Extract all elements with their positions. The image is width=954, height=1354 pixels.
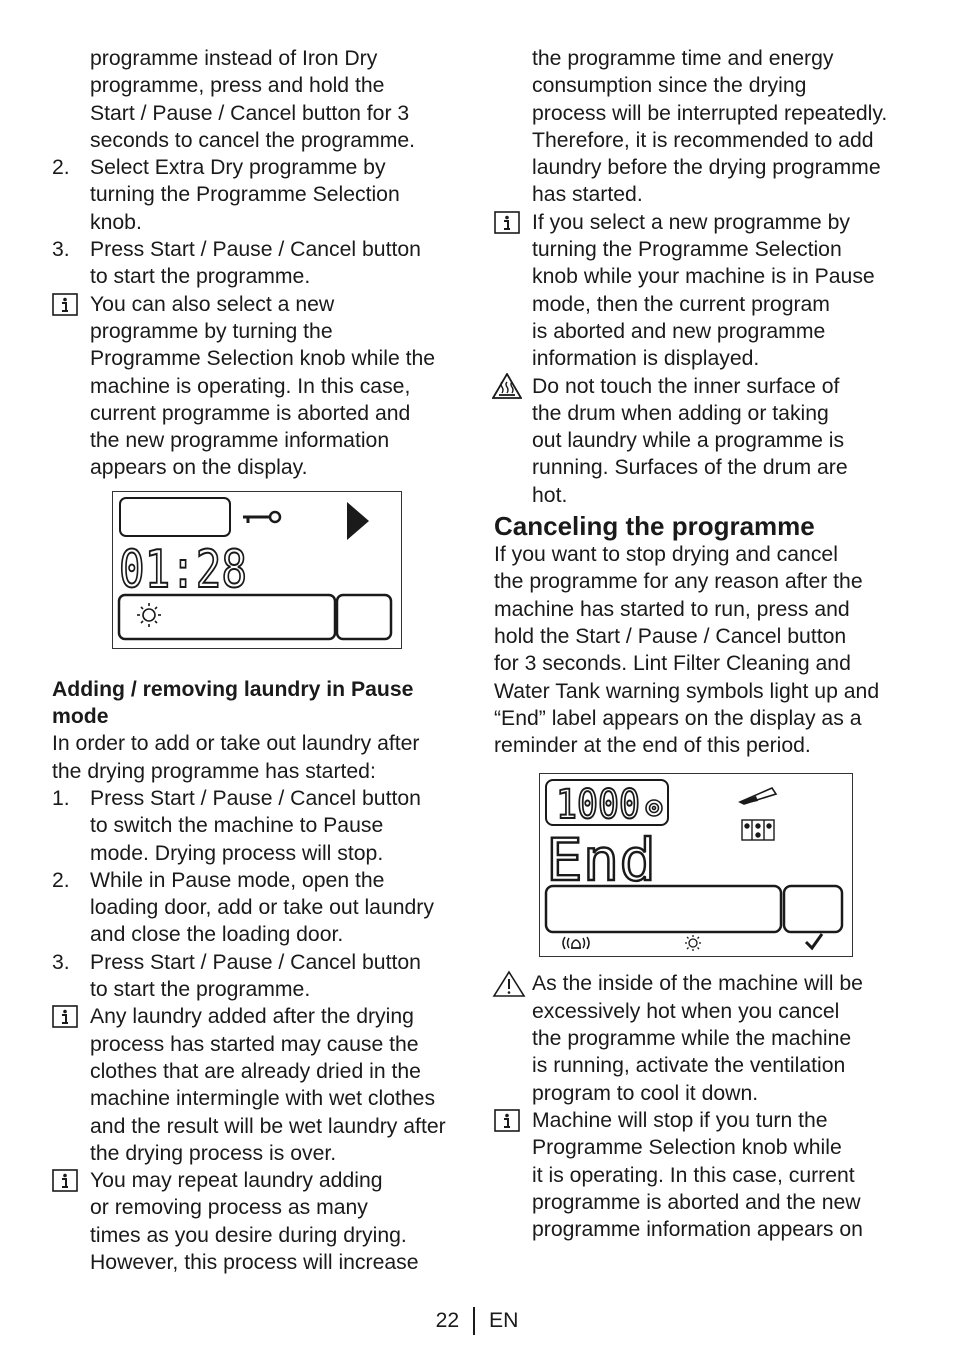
page-footer: [0, 1306, 954, 1336]
continued-paragraph: the programme time and energy consumption since the drying process will be interrupted repeatedly. Therefore, it is recommended to add laundry before the drying programme has started.: [532, 47, 888, 207]
lint-filter-icon: [740, 788, 776, 804]
checkmark-icon: [806, 934, 822, 948]
caution-warning: As the inside of the machine will be excessively hot when you cancel the programme while the machine is running, activate the ventilation program to cool it down.: [494, 970, 909, 1106]
display-figure-end: [539, 773, 853, 957]
display-time: 01:28: [119, 539, 247, 600]
cancel-paragraph: If you want to stop drying and cancel the programme for any reason after the machine has started to run, press and hold the Start / Pause / Cancel button for 3 seconds. Lint Filter Cleaning and Water Tank warning symbols light up and “End” label appears on the display as a reminder at the end of this period.: [494, 543, 880, 758]
info-icon: [494, 1109, 520, 1132]
info-note-select-programme: You can also select a new programme by turning the Programme Selection knob while the machine is operating. In this case, current programme is aborted and the new programme information appears on the display.: [52, 291, 464, 482]
step-2-extra-dry: 2. Select Extra Dry programme by turning the Programme Selection knob.: [52, 156, 400, 234]
left-column: [52, 45, 464, 1276]
info-icon: [52, 293, 78, 316]
pause-step-2: 2. While in Pause mode, open the loading door, add or take out laundry and close the loading door.: [52, 868, 434, 947]
sun-icon: [685, 935, 701, 951]
lcd-display: [540, 774, 852, 956]
water-tank-icon: [742, 820, 774, 840]
language-code: EN: [488, 1309, 519, 1333]
warning-triangle-icon: [492, 970, 526, 998]
pause-intro: In order to add or take out laundry after the drying programme has started:: [52, 732, 420, 783]
page-number: 22: [435, 1309, 460, 1333]
info-note-added-laundry: Any laundry added after the drying process has started may cause the clothes that are already dried in the machine intermingle with wet clothes and the result will be wet laundry after the drying process is over.: [52, 1003, 464, 1167]
step-number: 3.: [52, 238, 70, 262]
info-icon: [494, 211, 520, 234]
display-figure-pause: [112, 491, 402, 649]
key-lock-icon: [243, 512, 280, 523]
info-note-new-programme: If you select a new programme by turning the Programme Selection knob while your machine is in Pause mode, then the current program is aborted and new programme information is displayed.: [494, 209, 909, 373]
info-icon: [52, 1005, 78, 1028]
sun-icon: [137, 603, 161, 627]
spin-icon: [646, 800, 662, 816]
footer-divider: [473, 1307, 475, 1335]
cancel-heading: Canceling the programme: [494, 511, 815, 542]
intro-paragraph: programme instead of Iron Dry programme, press and hold the Start / Pause / Cancel button for 3 seconds to cancel the programme.: [90, 47, 416, 152]
info-note-repeat: You may repeat laundry adding or removing process as many times as you desire during drying. However, this process will increase: [52, 1167, 464, 1276]
lcd-display: [113, 492, 401, 648]
step-number: 2.: [52, 156, 70, 180]
step-number: 2.: [52, 868, 70, 892]
step-number: 1.: [52, 786, 70, 810]
pause-mode-heading: Adding / removing laundry in Pause mode: [52, 677, 414, 729]
buzzer-icon: [563, 937, 589, 949]
hot-surface-icon: [492, 373, 522, 399]
info-icon: [52, 1169, 78, 1192]
info-note-stop: Machine will stop if you turn the Programme Selection knob while it is operating. In this case, current programme is aborted and the new programme information appears on: [494, 1107, 909, 1243]
step-number: 3.: [52, 950, 70, 974]
right-column: [494, 45, 909, 1243]
pause-step-1: 1. Press Start / Pause / Cancel button to switch the machine to Pause mode. Drying process will stop.: [52, 786, 421, 865]
play-icon: [347, 502, 369, 540]
display-spin-number: 1000: [556, 782, 640, 829]
hot-surface-warning: Do not touch the inner surface of the drum when adding or taking out laundry while a programme is running. Surfaces of the drum are hot.: [494, 373, 909, 509]
pause-step-3: 3. Press Start / Pause / Cancel button to start the programme.: [52, 950, 421, 1002]
display-end-label: End: [546, 826, 656, 895]
step-3-start: 3. Press Start / Pause / Cancel button to start the programme.: [52, 238, 421, 289]
